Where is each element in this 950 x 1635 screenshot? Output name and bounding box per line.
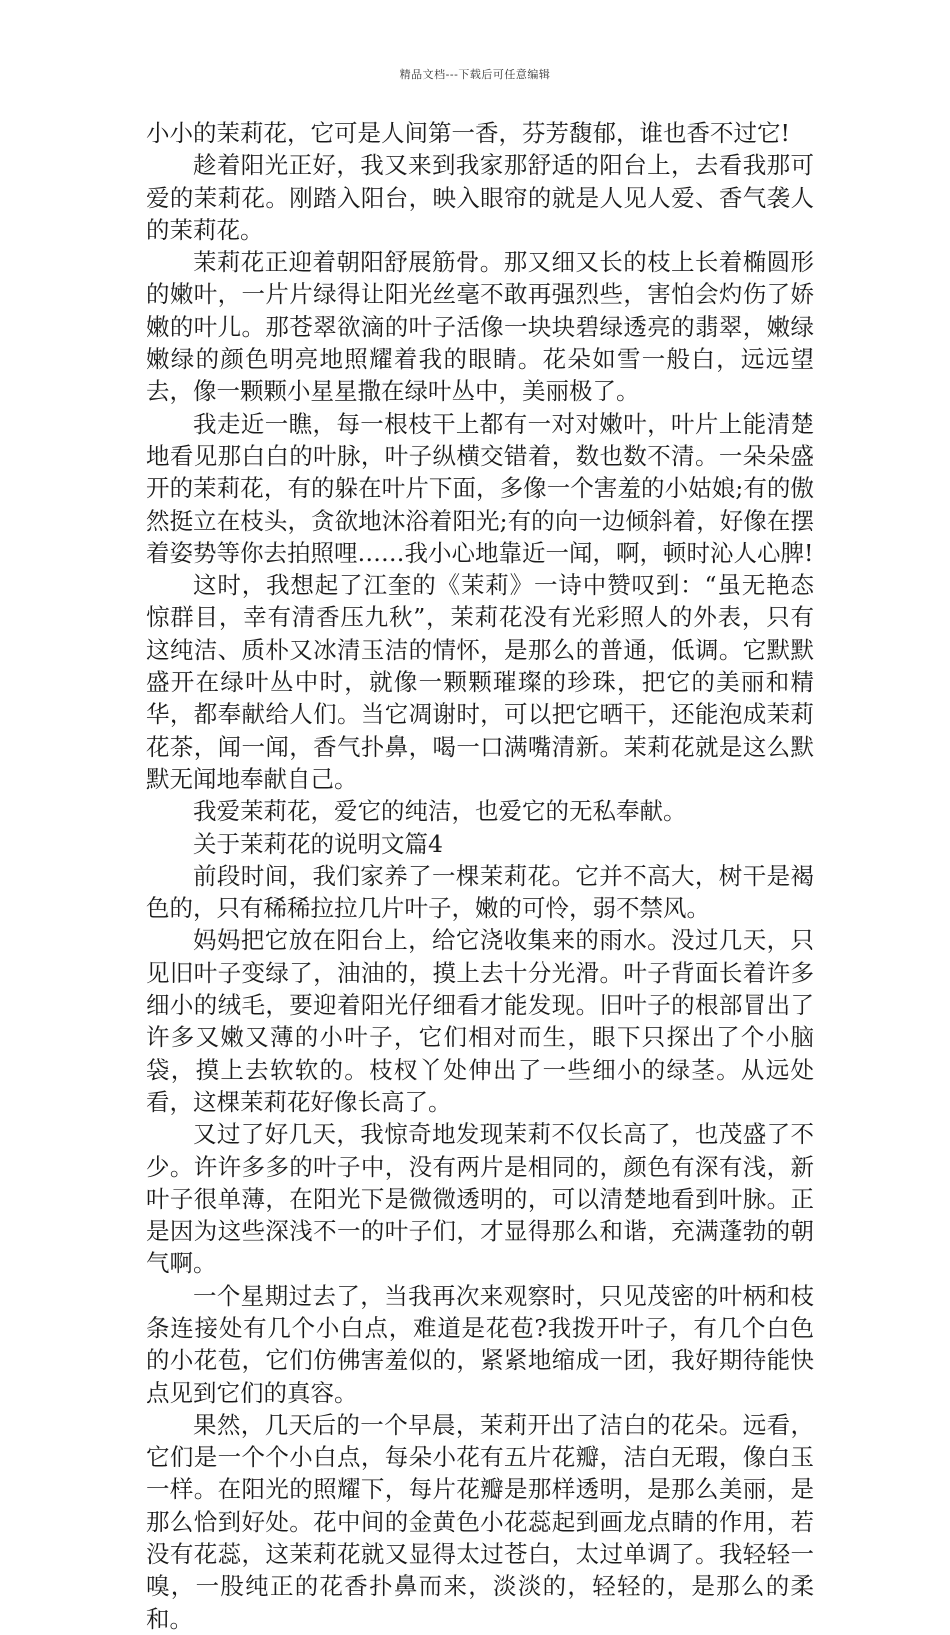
- paragraph: 我爱茉莉花，爱它的纯洁，也爱它的无私奉献。: [193, 797, 687, 826]
- paragraph: 趁着阳光正好，我又来到我家那舒适的阳台上，去看我那可爱的茉莉花。刚踏入阳台，映入眼帘的就是人见人爱、香气袭人的茉莉花。: [146, 151, 814, 244]
- paragraph: 我走近一瞧，每一根枝干上都有一对对嫩叶，叶片上能清楚地看见那白白的叶脉，叶子纵横交错着，数也数不清。一朵朵盛开的茉莉花，有的躲在叶片下面，多像一个害羞的小姑娘;有的傲然挺立在枝头，贪欲地沐浴着阳光;有的向一边倾斜着，好像在摆着姿势等你去拍照哩……我小心地靠近一闻，啊，顿时沁人心脾!: [146, 409, 814, 567]
- section-title: 关于茉莉花的说明文篇4: [193, 829, 443, 858]
- document-body: [146, 117, 814, 1635]
- paragraph: 茉莉花正迎着朝阳舒展筋骨。那又细又长的枝上长着椭圆形的嫩叶，一片片绿得让阳光丝毫不敢再强烈些，害怕会灼伤了娇嫩的叶儿。那苍翠欲滴的叶子活像一块块碧绿透亮的翡翠，嫩绿嫩绿的颜色明亮地照耀着我的眼睛。花朵如雪一般白，远远望去，像一颗颗小星星撒在绿叶丛中，美丽极了。: [146, 248, 814, 406]
- paragraph: 妈妈把它放在阳台上，给它浇收集来的雨水。没过几天，只见旧叶子变绿了，油油的，摸上去十分光滑。叶子背面长着许多细小的绒毛，要迎着阳光仔细看才能发现。旧叶子的根部冒出了许多又嫩又薄的小叶子，它们相对而生，眼下只探出了个小脑袋，摸上去软软的。枝杈丫处伸出了一些细小的绿茎。从远处看，这棵茉莉花好像长高了。: [146, 926, 814, 1116]
- paragraph: 一个星期过去了，当我再次来观察时，只见茂密的叶柄和枝条连接处有几个小白点，难道是花苞?我拨开叶子，有几个白色的小花苞，它们仿佛害羞似的，紧紧地缩成一团，我好期待能快点见到它们的真容。: [146, 1281, 814, 1407]
- paragraph: 小小的茉莉花，它可是人间第一香，芬芳馥郁，谁也香不过它!: [146, 119, 790, 147]
- paragraph: 这时，我想起了江奎的《茉莉》一诗中赞叹到：“虽无艳态惊群目，幸有清香压九秋”，茉莉花没有光彩照人的外表，只有这纯洁、质朴又冰清玉洁的情怀，是那么的普通，低调。它默默盛开在绿叶丛中时，就像一颗颗璀璨的珍珠，把它的美丽和精华，都奉献给人们。当它凋谢时，可以把它晒干，还能泡成茉莉花茶，闻一闻，香气扑鼻，喝一口满嘴清新。茉莉花就是这么默默无闻地奉献自己。: [146, 571, 814, 793]
- page-header: 精品文档---下载后可任意编辑: [399, 68, 551, 81]
- paragraph: 又过了好几天，我惊奇地发现茉莉不仅长高了，也茂盛了不少。许许多多的叶子中，没有两片是相同的，颜色有深有浅，新叶子很单薄，在阳光下是微微透明的，可以清楚地看到叶脉。正是因为这些深浅不一的叶子们，才显得那么和谐，充满蓬勃的朝气啊。: [146, 1120, 814, 1278]
- paragraph: 前段时间，我们家养了一棵茉莉花。它并不高大，树干是褐色的，只有稀稀拉拉几片叶子，嫩的可怜，弱不禁风。: [146, 861, 814, 923]
- paragraph: 果然，几天后的一个早晨，茉莉开出了洁白的花朵。远看，它们是一个个小白点，每朵小花有五片花瓣，洁白无瑕，像白玉一样。在阳光的照耀下，每片花瓣是那样透明，是那么美丽，是那么恰到好处。花中间的金黄色小花蕊起到画龙点睛的作用，若没有花蕊，这茉莉花就又显得太过苍白，太过单调了。我轻轻一嗅，一股纯正的花香扑鼻而来，淡淡的，轻轻的，是那么的柔和。: [146, 1410, 814, 1633]
